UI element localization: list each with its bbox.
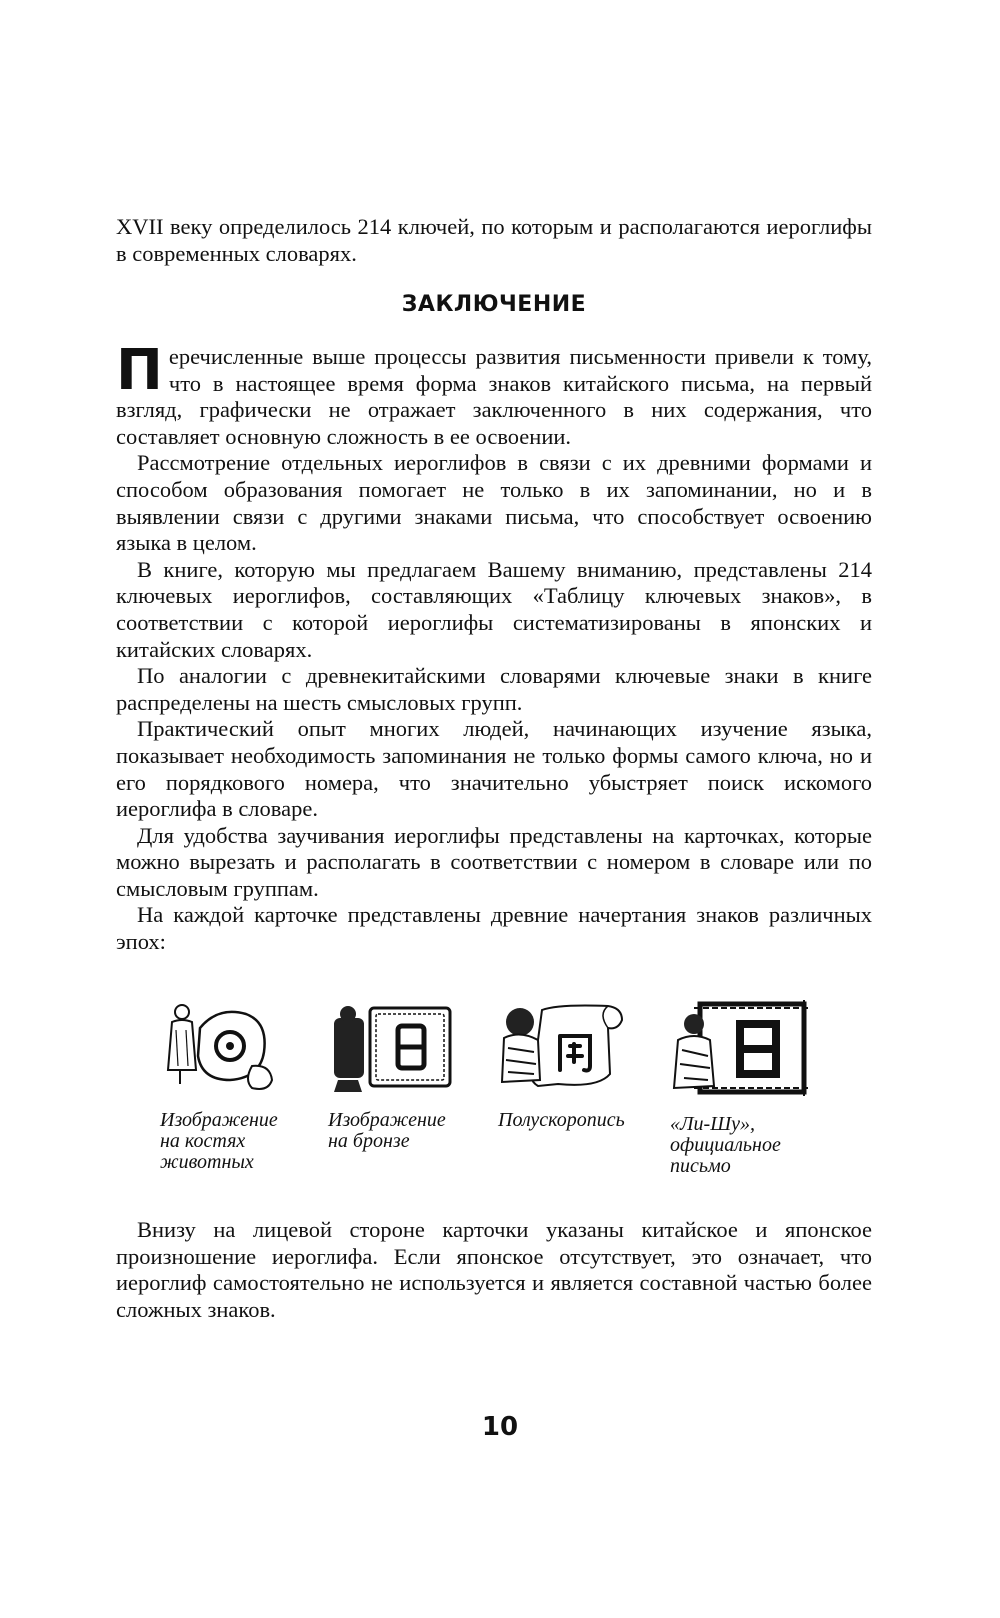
drop-cap: П — [116, 338, 163, 403]
intro-paragraph: XVII веку определилось 214 ключей, по которым и располагаются иероглифы в современных словарях. — [116, 214, 872, 266]
paragraph: На каждой карточке представлены древние начертания знаков различных эпох: — [116, 902, 872, 955]
figure-bone — [160, 1000, 320, 1173]
caption-line: на костях — [160, 1130, 246, 1152]
figure-caption — [670, 1114, 830, 1177]
bronze-inscription-icon — [328, 1000, 458, 1096]
paragraph: В книге, которую мы предлагаем Вашему вниманию, представлены 214 ключевых иероглифов, составляющих «Таблицу ключевых знаков», в соответствии с которой иероглифы систематизированы в японских и китайских словарях. — [116, 556, 872, 662]
section-heading: ЗАКЛЮЧЕНИЕ — [401, 292, 587, 317]
caption-line: Изображение — [328, 1109, 446, 1131]
conclusion-body — [116, 338, 872, 956]
intro-block — [116, 214, 872, 267]
paragraph: По аналогии с древнекитайскими словарями ключевые знаки в книге распределены на шесть смысловых групп. — [116, 663, 872, 715]
closing-block — [116, 1217, 872, 1323]
first-paragraph — [116, 338, 872, 450]
closing-paragraph: Внизу на лицевой стороне карточки указаны китайское и японское произношение иероглифа. Если японское отсутствует, это означает, что иероглиф самостоятельно не используется и является составной частью более сложных знаков. — [116, 1217, 872, 1322]
figure-caption — [328, 1110, 488, 1152]
figure-caption — [160, 1110, 320, 1173]
caption-line: Изображение — [160, 1109, 278, 1131]
paragraph: Практический опыт многих людей, начинающих изучение языка, показывает необходимость запоминания не только формы самого ключа, но и его порядкового номера, что значительно убыстряет поиск искомого иероглифа в словаре. — [116, 716, 872, 822]
caption-line: на бронзе — [328, 1130, 410, 1152]
script-evolution-figures — [160, 1000, 860, 1200]
caption-line: Полускоропись — [498, 1109, 625, 1131]
section-heading-block — [116, 292, 872, 317]
paragraph: Для удобства заучивания иероглифы представлены на карточках, которые можно вырезать и располагать в соответствии с номером в словаре или по смысловым группам. — [116, 822, 872, 901]
semi-cursive-icon — [498, 1000, 628, 1096]
first-paragraph-text: еречисленные выше процессы развития письменности привели к тому, что в настоящее время форма знаков китайского письма, на первый взгляд, графически не отражает заключенного в них содержания, что составляет основную сложность в ее освоении. — [116, 344, 872, 449]
caption-line: официальное — [670, 1134, 781, 1156]
page-number: 10 — [481, 1412, 519, 1442]
bone-inscription-icon — [160, 1000, 280, 1096]
figure-bronze — [328, 1000, 488, 1152]
caption-line: «Ли-Шу», — [670, 1113, 755, 1135]
caption-line: животных — [160, 1151, 254, 1173]
caption-line: письмо — [670, 1155, 731, 1177]
figure-lishu — [670, 1000, 830, 1177]
figure-semi-cursive — [498, 1000, 658, 1131]
lishu-script-icon — [670, 1000, 810, 1100]
paragraph: Рассмотрение отдельных иероглифов в связи с их древними формами и способом образования помогает не только в их запоминании, но и в выявлении связи с другими знаками письма, что способствует освоению языка в целом. — [116, 450, 872, 556]
figure-caption — [498, 1110, 658, 1131]
